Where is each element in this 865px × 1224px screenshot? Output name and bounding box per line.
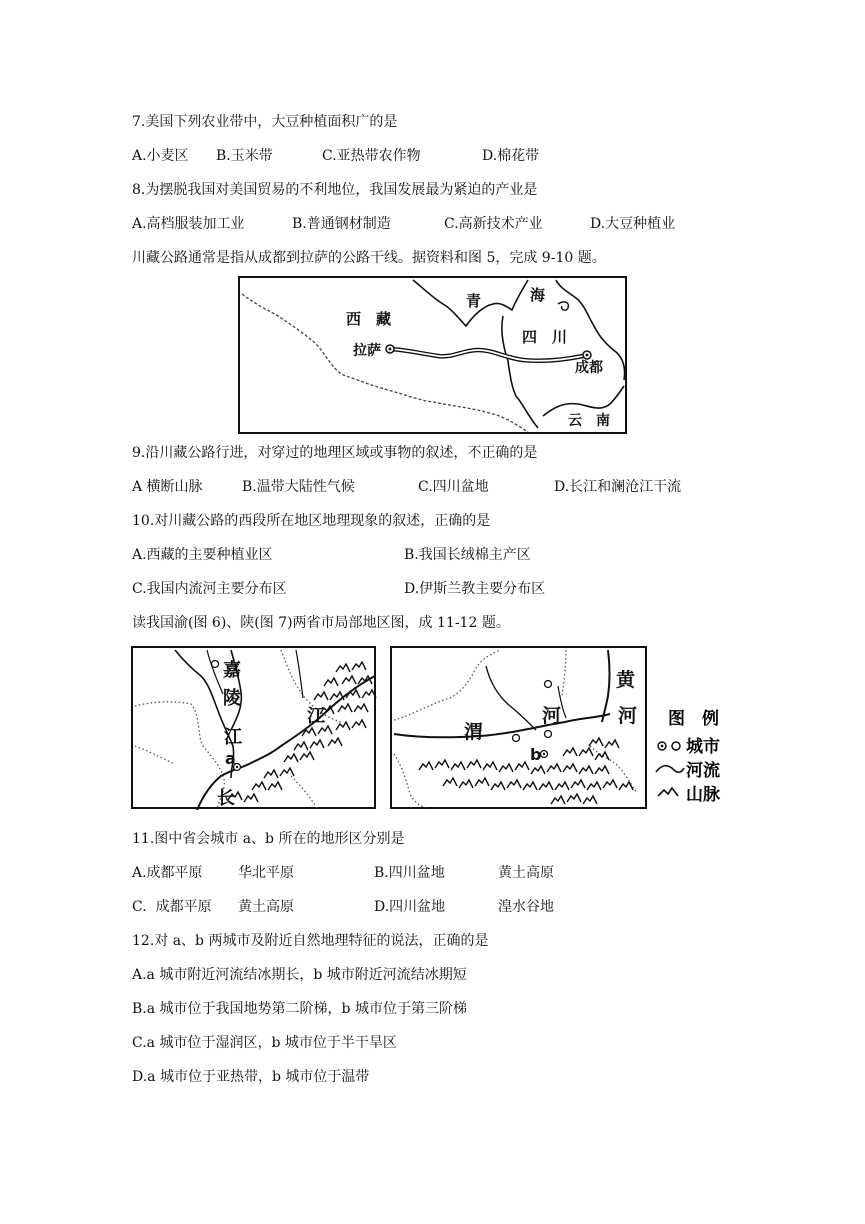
- q11-option-d: D.四川盆地: [374, 899, 446, 915]
- map-sichuan-tibet-highway: [238, 276, 628, 436]
- q11-option-b-2: 黄土高原: [498, 865, 554, 881]
- label-hai: 海: [530, 286, 546, 304]
- intro-11-12: 读我国渝(图 6)、陕(图 7)两省市局部地区图，成 11-12 题。: [132, 615, 510, 631]
- label-he-1: 河: [618, 705, 638, 727]
- q7-option-d: D.棉花带: [482, 148, 540, 164]
- q11-option-a: A.成都平原: [132, 865, 203, 881]
- q10-option-b: B.我国长绒棉主产区: [404, 547, 531, 563]
- label-sichuan: 四 川: [522, 328, 568, 346]
- label-chang: 长: [217, 788, 235, 809]
- q10-option-a: A.西藏的主要种植业区: [132, 547, 273, 563]
- q12-option-a: A.a 城市附近河流结冰期长，b 城市附近河流结冰期短: [132, 967, 467, 983]
- legend-mountain: 山脉: [686, 785, 720, 805]
- q11-option-c: C. 成都平原: [132, 899, 212, 915]
- q11-stem: 11.图中省会城市 a、b 所在的地形区分别是: [132, 831, 405, 847]
- intro-9-10: 川藏公路通常是指从成都到拉萨的公路干线。据资料和图 5，完成 9-10 题。: [132, 250, 606, 266]
- q12-option-d: D.a 城市位于亚热带，b 城市位于温带: [132, 1069, 370, 1085]
- q12-option-c: C.a 城市位于湿润区，b 城市位于半干旱区: [132, 1035, 397, 1051]
- map-legend: [654, 708, 744, 808]
- q8-option-d: D.大豆种植业: [590, 216, 676, 232]
- label-jiang-1: 江: [224, 727, 242, 748]
- legend-title: 图 例: [668, 709, 719, 729]
- label-city-a: a: [225, 749, 236, 768]
- q11-option-c-2: 黄土高原: [238, 899, 294, 915]
- label-jiang-2: 江: [307, 706, 325, 727]
- q11-option-b: B.四川盆地: [374, 865, 445, 881]
- q9-option-a: A 横断山脉: [132, 479, 203, 495]
- label-wei: 渭: [464, 721, 484, 743]
- q12-stem: 12.对 a、b 两城市及附近自然地理特征的说法，正确的是: [132, 933, 489, 949]
- q7-option-c: C.亚热带农作物: [322, 148, 421, 164]
- q9-option-d: D.长江和澜沧江干流: [554, 479, 682, 495]
- q9-option-c: C.四川盆地: [418, 479, 489, 495]
- q7-option-b: B.玉米带: [216, 148, 273, 164]
- q7-option-a: A.小麦区: [132, 148, 189, 164]
- q10-stem: 10.对川藏公路的西段所在地区地理现象的叙述，正确的是: [132, 513, 491, 529]
- map-shaanxi: [390, 646, 648, 810]
- q9-stem: 9.沿川藏公路行进，对穿过的地理区域或事物的叙述，不正确的是: [132, 445, 538, 461]
- q8-option-c: C.高新技术产业: [444, 216, 543, 232]
- river-icon: [656, 766, 684, 772]
- label-qing: 青: [466, 292, 482, 310]
- mountain-icon: [658, 788, 678, 796]
- q7-stem: 7.美国下列农业带中，大豆种植面积广的是: [132, 114, 398, 130]
- q8-stem: 8.为摆脱我国对美国贸易的不利地位，我国发展最为紧迫的产业是: [132, 182, 538, 198]
- q8-option-a: A.高档服装加工业: [132, 216, 245, 232]
- q8-option-b: B.普通钢材制造: [292, 216, 391, 232]
- legend-city: 城市: [686, 737, 720, 757]
- label-he-2: 河: [542, 705, 562, 727]
- map-chongqing: [131, 646, 377, 810]
- label-yunnan: 云 南: [568, 413, 610, 429]
- label-lasa: 拉萨: [353, 343, 381, 359]
- label-city-b: b: [530, 745, 542, 764]
- label-huang: 黄: [616, 669, 636, 691]
- q9-option-b: B.温带大陆性气候: [242, 479, 355, 495]
- q11-option-d-2: 湟水谷地: [498, 899, 554, 915]
- label-jia: 嘉: [223, 660, 241, 681]
- label-chengdu: 成都: [575, 360, 603, 376]
- q10-option-c: C.我国内流河主要分布区: [132, 581, 287, 597]
- q11-option-a-2: 华北平原: [238, 865, 294, 881]
- label-ling: 陵: [223, 688, 241, 709]
- q10-option-d: D.伊斯兰教主要分布区: [404, 581, 546, 597]
- label-xizang: 西 藏: [346, 310, 392, 328]
- q12-option-b: B.a 城市位于我国地势第二阶梯，b 城市位于第三阶梯: [132, 1001, 467, 1017]
- legend-river: 河流: [686, 761, 720, 781]
